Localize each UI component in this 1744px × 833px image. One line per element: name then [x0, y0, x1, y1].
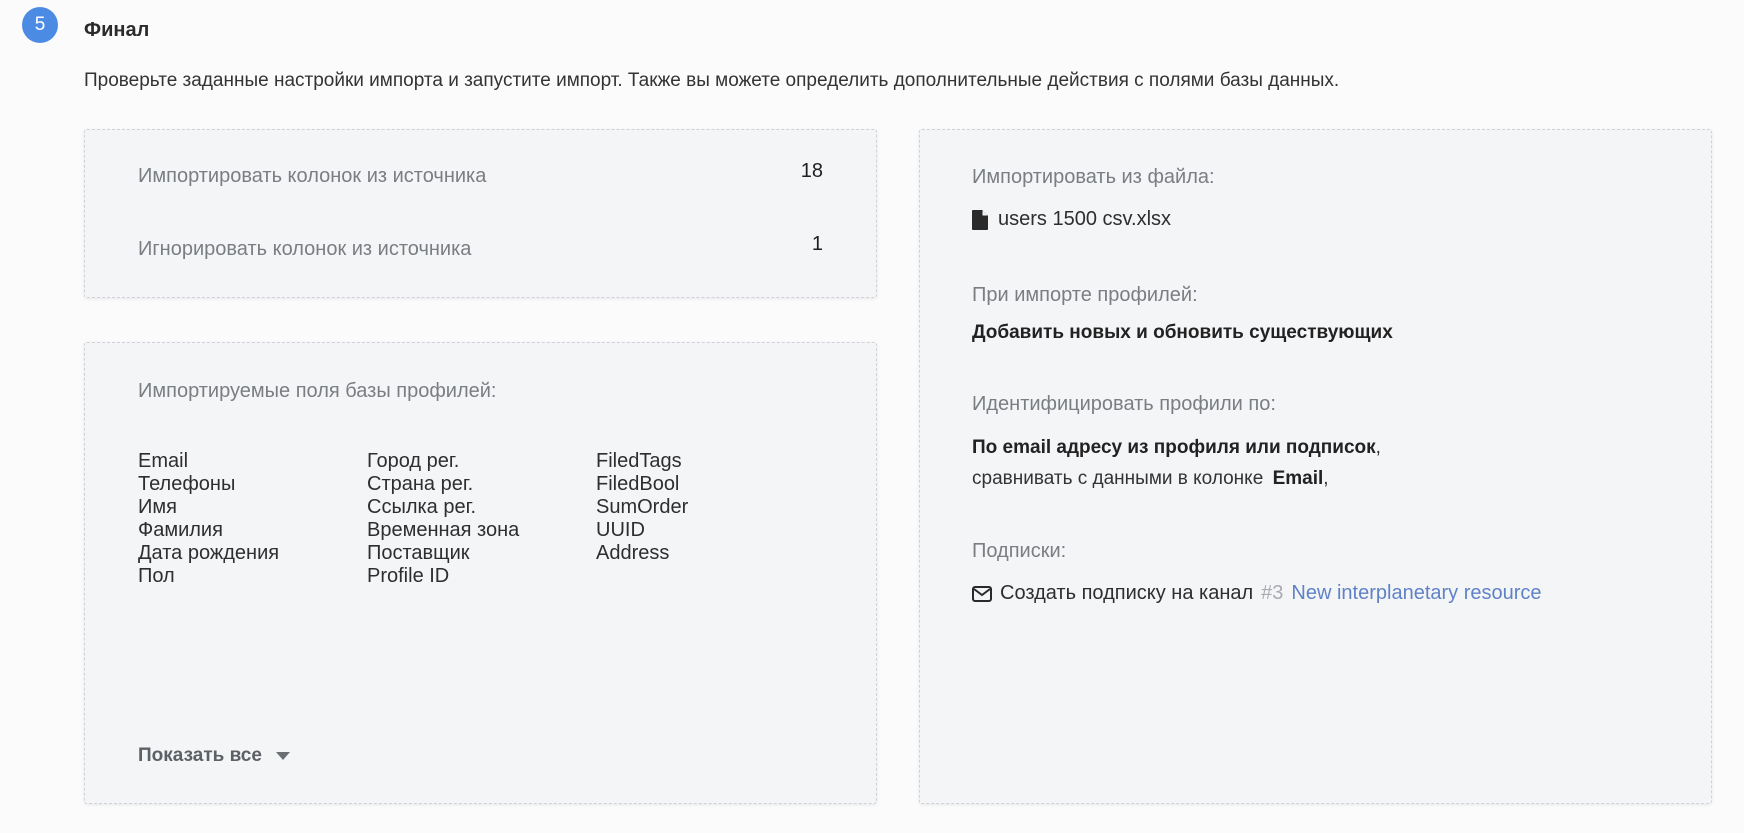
profiles-value: Добавить новых и обновить существующих — [972, 322, 1393, 343]
field-item: Город рег. — [367, 450, 460, 472]
field-item: Profile ID — [367, 565, 450, 587]
show-all-button[interactable] — [138, 745, 290, 767]
identify-method: По email адресу из профиля или подписок — [972, 437, 1376, 458]
file-label: Импортировать из файла: — [972, 166, 1215, 188]
field-item: UUID — [596, 519, 645, 541]
step-title: Финал — [84, 19, 150, 41]
subscriptions-label: Подписки: — [972, 540, 1067, 562]
identify-label: Идентифицировать профили по: — [972, 393, 1276, 415]
compare-line — [972, 468, 1329, 490]
ignore-count-row — [138, 233, 823, 261]
compare-comma: , — [1323, 468, 1329, 489]
field-item: Ссылка рег. — [367, 496, 477, 518]
field-item: Временная зона — [367, 519, 520, 541]
field-item: FiledBool — [596, 473, 680, 495]
subscription-text: Создать подписку на канал — [1000, 582, 1254, 604]
field-item: Поставщик — [367, 542, 470, 564]
imported-fields-panel — [84, 342, 877, 804]
file-icon — [972, 210, 988, 230]
import-count-label: Импортировать колонок из источника — [138, 165, 487, 187]
file-row — [972, 208, 1171, 231]
identify-value — [972, 437, 1381, 459]
step-description: Проверьте заданные настройки импорта и запустите импорт. Также вы можете определить дополнительные действия с полями базы данных. — [84, 70, 1340, 91]
field-item: Пол — [138, 565, 175, 587]
field-item: SumOrder — [596, 496, 689, 518]
profiles-label: При импорте профилей: — [972, 284, 1198, 306]
fields-column-1 — [138, 450, 367, 587]
ignore-count-label: Игнорировать колонок из источника — [138, 238, 472, 260]
field-item: Дата рождения — [138, 542, 280, 564]
compare-column: Email — [1272, 468, 1324, 489]
channel-number: #3 — [1261, 582, 1284, 604]
column-counts-panel — [84, 129, 877, 298]
caret-down-icon — [276, 752, 290, 760]
show-all-label: Показать все — [138, 745, 262, 766]
subscription-row — [972, 582, 1542, 605]
field-item: Телефоны — [138, 473, 236, 495]
step-number-badge: 5 — [22, 7, 58, 43]
file-name: users 1500 csv.xlsx — [998, 208, 1172, 230]
identify-comma: , — [1375, 437, 1381, 458]
fields-column-2 — [367, 450, 596, 587]
fields-title: Импортируемые поля базы профилей: — [138, 380, 497, 402]
field-item: Address — [596, 542, 670, 564]
field-item: Имя — [138, 496, 177, 518]
field-item: Страна рег. — [367, 473, 474, 495]
field-item: FiledTags — [596, 450, 682, 472]
compare-text: сравнивать с данными в колонке — [972, 468, 1264, 489]
field-item: Фамилия — [138, 519, 223, 541]
fields-column-3 — [596, 450, 825, 564]
import-count-value: 18 — [800, 160, 823, 182]
import-count-row — [138, 160, 823, 188]
ignore-count-value: 1 — [811, 233, 823, 255]
envelope-icon — [972, 586, 992, 602]
fields-grid — [138, 450, 825, 587]
field-item: Email — [138, 450, 189, 472]
channel-link[interactable]: New interplanetary resource — [1291, 582, 1542, 604]
import-settings-panel — [919, 129, 1712, 804]
